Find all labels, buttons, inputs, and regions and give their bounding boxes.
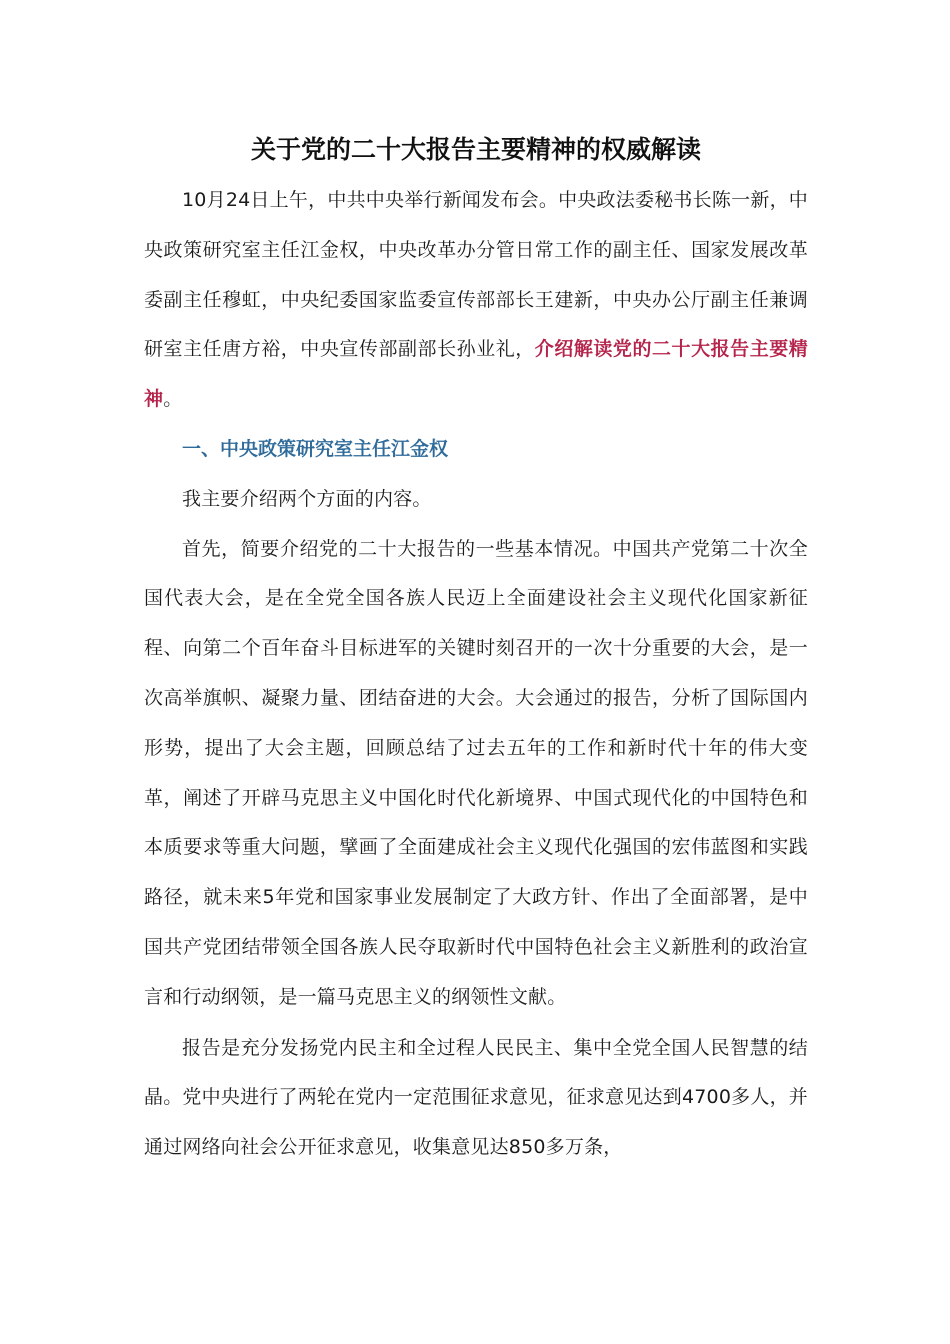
intro-tail: 。: [163, 388, 183, 411]
body-paragraph-3: 报告是充分发扬党内民主和全过程人民民主、集中全党全国人民智慧的结晶。党中央进行了两轮在党内一定范围征求意见，征求意见达到4700多人，并通过网络向社会公开征求意见，收集意见达850多万条，: [144, 1036, 808, 1159]
body-paragraph-1: 我主要介绍两个方面的内容。: [182, 487, 432, 510]
body-paragraph-2: 首先，简要介绍党的二十大报告的一些基本情况。中国共产党第二十次全国代表大会，是在全党全国各族人民迈上全面建设社会主义现代化国家新征程、向第二个百年奋斗目标进军的关键时刻召开的一次十分重要的大会，是一次高举旗帜、凝聚力量、团结奋进的大会。大会通过的报告，分析了国际国内形势，提出了大会主题，回顾总结了过去五年的工作和新时代十年的伟大变革，阐述了开辟马克思主义中国化时代化新境界、中国式现代化的中国特色和本质要求等重大问题，擘画了全面建成社会主义现代化强国的宏伟蓝图和实践路径，就未来5年党和国家事业发展制定了大政方针、作出了全面部署，是中国共产党团结带领全国各族人民夺取新时代中国特色社会主义新胜利的政治宣言和行动纲领，是一篇马克思主义的纲领性文献。: [144, 537, 808, 1008]
document-page: [144, 128, 808, 1173]
document-title: 关于党的二十大报告主要精神的权威解读: [250, 135, 701, 164]
section-heading: 一、中央政策研究室主任江金权: [182, 437, 449, 460]
intro-highlight: 介绍解读党的二十大报告主要精神: [144, 338, 808, 411]
intro-paragraph: [144, 176, 808, 425]
intro-text: 10月24日上午，中共中央举行新闻发布会。中央政法委秘书长陈一新，中央政策研究室主任江金权，中央改革办分管日常工作的副主任、国家发展改革委副主任穆虹，中央纪委国家监委宣传部部长王建新，中央办公厅副主任兼调研室主任唐方裕，中央宣传部副部长孙业礼，: [144, 189, 808, 361]
